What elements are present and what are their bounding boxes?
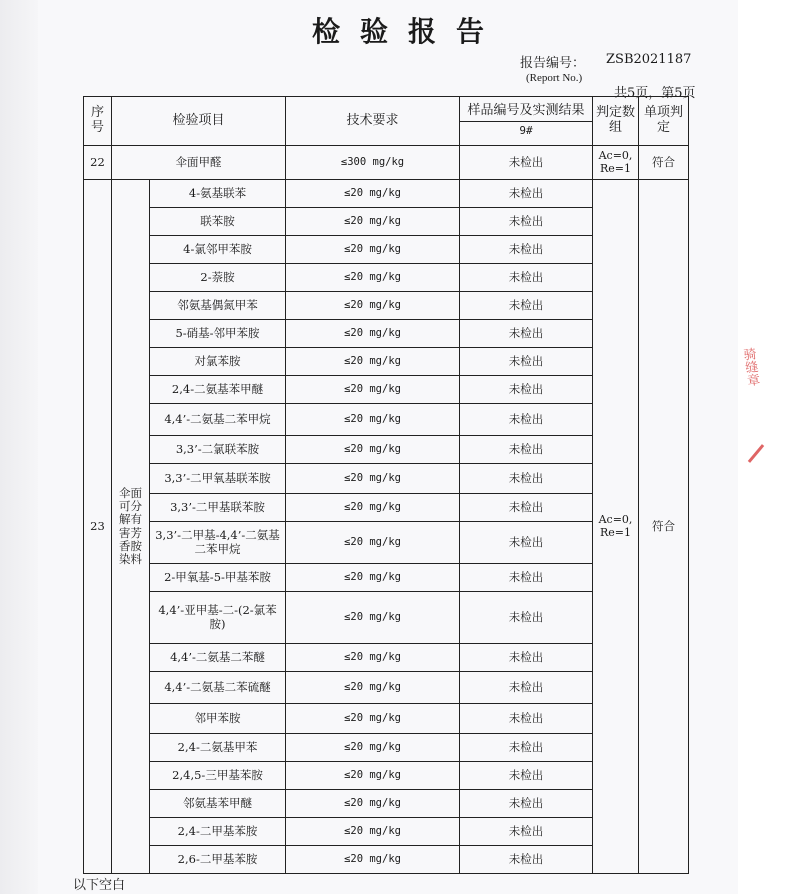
item-name: 2-萘胺 bbox=[150, 264, 286, 292]
item-result: 未检出 bbox=[460, 522, 593, 564]
item-requirement: ≤20 mg/kg bbox=[286, 672, 460, 704]
header-sample-id: 9# bbox=[519, 123, 533, 137]
item-requirement: ≤20 mg/kg bbox=[286, 494, 460, 522]
header-requirement: 技术要求 bbox=[286, 97, 460, 146]
item-result: 未检出 bbox=[460, 564, 593, 592]
item-requirement: ≤20 mg/kg bbox=[286, 436, 460, 464]
inspection-results-table bbox=[83, 96, 689, 874]
item-result: 未检出 bbox=[460, 464, 593, 494]
item-result: 未检出 bbox=[460, 592, 593, 644]
item-requirement: ≤20 mg/kg bbox=[286, 292, 460, 320]
group-single-judgment: 符合 bbox=[639, 180, 689, 874]
item-result: 未检出 bbox=[460, 762, 593, 790]
table-header-row bbox=[84, 97, 689, 146]
item-result: 未检出 bbox=[460, 180, 593, 208]
page-count: 共5页，第5页 bbox=[614, 86, 696, 101]
item-name: 邻氨基苯甲醚 bbox=[150, 790, 286, 818]
group-no: 23 bbox=[84, 180, 112, 874]
item-name: 2,4-二甲基苯胺 bbox=[150, 818, 286, 846]
item-result: 未检出 bbox=[460, 292, 593, 320]
item-result: 未检出 bbox=[460, 734, 593, 762]
item-requirement: ≤20 mg/kg bbox=[286, 704, 460, 734]
item-requirement: ≤20 mg/kg bbox=[286, 644, 460, 672]
item-requirement: ≤20 mg/kg bbox=[286, 846, 460, 874]
seam-stamp: 骑缝章 bbox=[739, 346, 760, 388]
item-result: 未检出 bbox=[460, 404, 593, 436]
report-number-english-label: (Report No.) bbox=[526, 72, 583, 84]
header-sample-title: 样品编号及实测结果 bbox=[460, 102, 592, 122]
item-result: 未检出 bbox=[460, 208, 593, 236]
item-name: 对氯苯胺 bbox=[150, 348, 286, 376]
header-no: 序号 bbox=[84, 97, 112, 146]
item-requirement: ≤20 mg/kg bbox=[286, 236, 460, 264]
item-name: 4,4’-二氨基二苯醚 bbox=[150, 644, 286, 672]
item-name: 4-氨基联苯 bbox=[150, 180, 286, 208]
report-number-label: 报告编号： bbox=[520, 56, 586, 71]
item-name: 4,4’-二氨基二苯硫醚 bbox=[150, 672, 286, 704]
item-result: 未检出 bbox=[460, 376, 593, 404]
item-name: 2,6-二甲基苯胺 bbox=[150, 846, 286, 874]
item-name: 3,3’-二甲氧基联苯胺 bbox=[150, 464, 286, 494]
item-name: 邻甲苯胺 bbox=[150, 704, 286, 734]
item-requirement: ≤20 mg/kg bbox=[286, 762, 460, 790]
row-requirement: ≤300 mg/kg bbox=[286, 146, 460, 180]
row-item: 伞面甲醛 bbox=[112, 146, 286, 180]
row-no: 22 bbox=[84, 146, 112, 180]
item-name: 2,4,5-三甲基苯胺 bbox=[150, 762, 286, 790]
item-requirement: ≤20 mg/kg bbox=[286, 208, 460, 236]
item-requirement: ≤20 mg/kg bbox=[286, 790, 460, 818]
item-name: 2,4-二氨基甲苯 bbox=[150, 734, 286, 762]
item-result: 未检出 bbox=[460, 672, 593, 704]
item-result: 未检出 bbox=[460, 264, 593, 292]
header-judgment: 判定数组 bbox=[593, 97, 639, 146]
row-judgment: Ac=0, Re=1 bbox=[593, 146, 639, 180]
header-sample bbox=[460, 97, 593, 146]
report-number: ZSB2021187 bbox=[606, 52, 692, 67]
item-result: 未检出 bbox=[460, 644, 593, 672]
item-name: 3,3’-二甲基-4,4’-二氨基二苯甲烷 bbox=[150, 522, 286, 564]
item-requirement: ≤20 mg/kg bbox=[286, 592, 460, 644]
item-name: 2-甲氧基-5-甲基苯胺 bbox=[150, 564, 286, 592]
item-requirement: ≤20 mg/kg bbox=[286, 320, 460, 348]
item-result: 未检出 bbox=[460, 348, 593, 376]
item-requirement: ≤20 mg/kg bbox=[286, 264, 460, 292]
header-single-judgment: 单项判定 bbox=[639, 97, 689, 146]
item-requirement: ≤20 mg/kg bbox=[286, 348, 460, 376]
table-row bbox=[84, 180, 689, 208]
row-result: 未检出 bbox=[460, 146, 593, 180]
item-name: 3,3’-二甲基联苯胺 bbox=[150, 494, 286, 522]
item-requirement: ≤20 mg/kg bbox=[286, 464, 460, 494]
item-requirement: ≤20 mg/kg bbox=[286, 180, 460, 208]
item-name: 4,4’-亚甲基-二-(2-氯苯胺) bbox=[150, 592, 286, 644]
group-category: 伞面可分解有害芳香胺染料 bbox=[112, 180, 150, 874]
item-name: 3,3’-二氯联苯胺 bbox=[150, 436, 286, 464]
header-item: 检验项目 bbox=[112, 97, 286, 146]
item-name: 2,4-二氨基苯甲醚 bbox=[150, 376, 286, 404]
blank-below-note: 以下空白 bbox=[73, 878, 126, 893]
item-result: 未检出 bbox=[460, 818, 593, 846]
item-name: 邻氨基偶氮甲苯 bbox=[150, 292, 286, 320]
item-requirement: ≤20 mg/kg bbox=[286, 734, 460, 762]
item-result: 未检出 bbox=[460, 494, 593, 522]
item-requirement: ≤20 mg/kg bbox=[286, 522, 460, 564]
item-result: 未检出 bbox=[460, 790, 593, 818]
row-single-judgment: 符合 bbox=[639, 146, 689, 180]
group-judgment: Ac=0, Re=1 bbox=[593, 180, 639, 874]
item-result: 未检出 bbox=[460, 846, 593, 874]
item-requirement: ≤20 mg/kg bbox=[286, 376, 460, 404]
item-name: 联苯胺 bbox=[150, 208, 286, 236]
item-name: 4,4’-二氨基二苯甲烷 bbox=[150, 404, 286, 436]
item-requirement: ≤20 mg/kg bbox=[286, 564, 460, 592]
table-row bbox=[84, 146, 689, 180]
item-requirement: ≤20 mg/kg bbox=[286, 818, 460, 846]
item-requirement: ≤20 mg/kg bbox=[286, 404, 460, 436]
item-result: 未检出 bbox=[460, 236, 593, 264]
item-name: 5-硝基-邻甲苯胺 bbox=[150, 320, 286, 348]
report-title: 检验报告 bbox=[312, 15, 505, 48]
item-result: 未检出 bbox=[460, 704, 593, 734]
item-result: 未检出 bbox=[460, 320, 593, 348]
item-result: 未检出 bbox=[460, 436, 593, 464]
item-name: 4-氯邻甲苯胺 bbox=[150, 236, 286, 264]
